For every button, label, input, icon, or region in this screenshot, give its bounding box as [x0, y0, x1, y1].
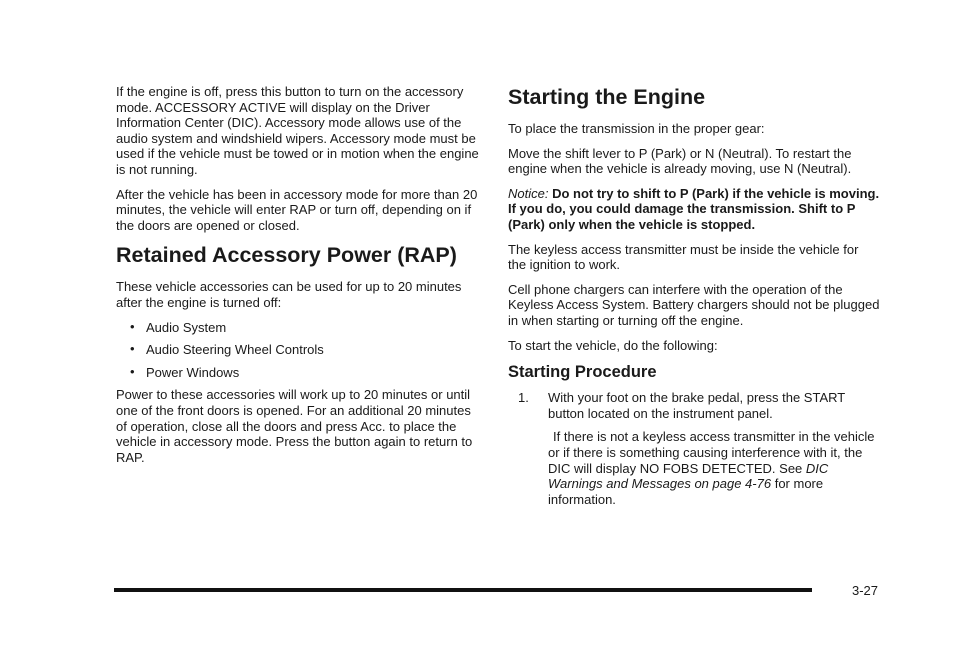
left-column: [116, 84, 480, 474]
list-item: • Audio Steering Wheel Controls: [116, 342, 480, 358]
step-number: 1.: [518, 390, 529, 406]
footer-rule: [114, 588, 812, 592]
procedure-steps: [508, 390, 880, 507]
notice-label: Notice:: [508, 185, 549, 201]
notice-text: Do not try to shift to P (Park) if the vehicle is moving. If you do, you could damage the transmission. Shift to P (Park) only when the vehicle is stopped.: [508, 185, 880, 232]
starting-engine-heading: Starting the Engine: [508, 85, 706, 109]
step-text: With your foot on the brake pedal, press the START button located on the instrument panel.: [548, 390, 845, 421]
step-note: [548, 429, 880, 507]
start-instructions-paragraph: To start the vehicle, do the following:: [508, 337, 718, 353]
accessory-list: [116, 320, 480, 381]
list-item: • Audio System: [116, 320, 480, 336]
list-item: • Power Windows: [116, 365, 480, 381]
intro-paragraph-2: After the vehicle has been in accessory mode for more than 20 minutes, the vehicle will enter RAP or turn off, depending on if the doors are opened or closed.: [116, 186, 478, 233]
intro-paragraph-1: If the engine is off, press this button to turn on the accessory mode. ACCESSORY ACTIVE will display on the Driver Information Center (DIC). Accessory mode allows use of the audio system and windshield wipers. Accessory mode must be used if the vehicle must be towed or in motion when the engine is not running.: [116, 84, 479, 177]
step-1: [518, 390, 880, 507]
transmitter-paragraph: The keyless access transmitter must be inside the vehicle for the ignition to work.: [508, 241, 859, 273]
page-number: 3-27: [851, 583, 878, 598]
right-column: [508, 84, 880, 507]
shift-paragraph: Move the shift lever to P (Park) or N (Neutral). To restart the engine when the vehicle is already moving, use N (Neutral).: [508, 145, 852, 177]
rap-paragraph-1: These vehicle accessories can be used for up to 20 minutes after the engine is turned off:: [116, 279, 462, 310]
cross-reference-link[interactable]: DIC Warnings and Messages on page 4-76: [548, 460, 829, 492]
rap-heading: Retained Accessory Power (RAP): [116, 243, 457, 268]
gear-paragraph: To place the transmission in the proper gear:: [508, 121, 765, 136]
starting-procedure-heading: Starting Procedure: [508, 363, 657, 382]
step-note-text: If there is not a keyless access transmitter in the vehicle or if there is something causing interference with it, the DIC will display NO FOBS DETECTED. See: [548, 429, 875, 476]
chargers-paragraph: Cell phone chargers can interfere with the operation of the Keyless Access System. Battery chargers should not be plugged in when starting or turning off the engine.: [508, 281, 880, 328]
rap-paragraph-2: Power to these accessories will work up to 20 minutes or until one of the front doors is opened. For an additional 20 minutes of operation, close all the doors and press Acc. to place the vehicle in accessory mode. Press the button again to return to RAP.: [116, 387, 473, 465]
step-note-tail: for more information.: [548, 476, 824, 507]
notice-paragraph: [508, 186, 880, 233]
